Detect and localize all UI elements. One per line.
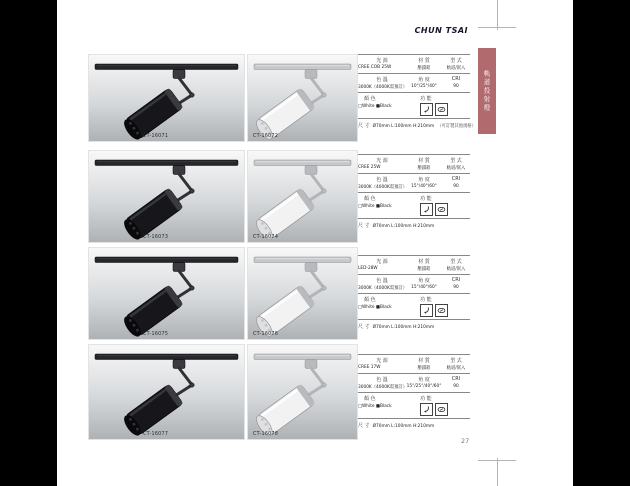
- category-side-tab-label: 軌道投射燈: [482, 69, 491, 113]
- spec-block: [358, 52, 476, 129]
- category-side-tab: [478, 48, 496, 134]
- spec-color-value: □White ■Black: [358, 203, 392, 209]
- product-code: CT-16072: [253, 134, 279, 139]
- product-code: CT-16077: [143, 432, 169, 437]
- divider: [358, 255, 470, 256]
- spec-angle-value: 15°/25°/40°/60°: [406, 384, 442, 389]
- rotation-icon: [420, 403, 433, 416]
- spec-block: [358, 253, 470, 330]
- spec-header-size: 尺 寸: [358, 324, 370, 330]
- divider: [358, 92, 470, 93]
- spec-header-material: 材 質: [418, 158, 430, 164]
- beam-angle-icon: [435, 203, 448, 216]
- spec-angle-value: 15°/40°/60°: [411, 285, 437, 290]
- spec-size-value: Ø70mm L:100mm H:210mm: [372, 224, 435, 229]
- spec-size-value: Ø70mm L:100mm H:210mm: [372, 124, 435, 129]
- spec-cct-value: 3000K（4000K需預訂）: [358, 286, 407, 291]
- spec-header-size: 尺 寸: [358, 223, 370, 229]
- spec-header-light: 光 源: [376, 158, 388, 164]
- track-spotlight-white: [248, 151, 357, 246]
- spec-size-value: Ø70mm L:100mm H:210mm: [372, 325, 435, 330]
- spec-header-angle: 角 度: [418, 278, 430, 284]
- spec-angle-value: 10°/25°/40°: [411, 84, 437, 89]
- spec-light-value: CREE COB 25W: [358, 65, 392, 70]
- spec-angle-value: 15°/40°/60°: [411, 184, 437, 189]
- spec-header-material: 材 質: [418, 358, 430, 364]
- spec-header-type: 型 式: [450, 58, 462, 64]
- beam-angle-icon: [435, 103, 448, 116]
- spec-material-value: 壓鑄鋁: [417, 66, 431, 71]
- divider: [358, 173, 470, 174]
- crop-mark: [478, 460, 516, 461]
- spec-material-value: 壓鑄鋁: [417, 366, 431, 371]
- spec-header-color: 顏 色: [364, 396, 376, 402]
- spec-header-size: 尺 寸: [358, 123, 370, 129]
- product-code: CT-16073: [143, 235, 169, 240]
- track-spotlight-black: [89, 151, 244, 246]
- spec-header-light: 光 源: [376, 58, 388, 64]
- spec-type-value: 軌道/嵌入: [446, 166, 466, 171]
- product-code: CT-16076: [253, 332, 279, 337]
- product-photo-panel: [88, 344, 245, 440]
- product-photo-panel: [247, 54, 358, 142]
- spec-header-angle: 角 度: [418, 77, 430, 83]
- product-code: CT-16071: [143, 134, 169, 139]
- divider: [358, 293, 470, 294]
- catalog-page: [57, 0, 573, 486]
- spec-color-value: □White ■Black: [358, 403, 392, 409]
- spec-header-type: 型 式: [450, 358, 462, 364]
- spec-block: [358, 152, 470, 229]
- spec-header-angle: 角 度: [418, 377, 430, 383]
- spec-block: [358, 352, 470, 429]
- spec-material-value: 壓鑄鋁: [417, 267, 431, 272]
- crop-mark: [497, 0, 498, 30]
- track-spotlight-white: [248, 345, 357, 443]
- spec-cri-value: 90: [453, 184, 459, 189]
- spec-header-angle: 角 度: [418, 177, 430, 183]
- spec-header-light: 光 源: [376, 358, 388, 364]
- product-code: CT-16075: [143, 332, 169, 337]
- spec-header-material: 材 質: [418, 58, 430, 64]
- spec-cct-value: 3000K（4000K需預訂）: [358, 85, 407, 90]
- rotation-icon: [420, 103, 433, 116]
- divider: [358, 54, 470, 55]
- divider: [358, 218, 470, 219]
- spec-header-type: 型 式: [450, 158, 462, 164]
- spec-header-light: 光 源: [376, 259, 388, 265]
- spec-header-type: 型 式: [450, 259, 462, 265]
- spec-header-cri: CRI: [451, 176, 461, 182]
- spec-header-size: 尺 寸: [358, 423, 370, 429]
- spec-header-function: 功 能: [420, 196, 432, 202]
- spec-type-value: 軌道/嵌入: [446, 366, 466, 371]
- product-photo-panel: [88, 247, 245, 340]
- product-photo-panel: [88, 150, 245, 243]
- product-code: CT-16078: [253, 432, 279, 437]
- spec-header-function: 功 能: [420, 96, 432, 102]
- track-spotlight-white: [248, 248, 357, 343]
- spec-size-value: Ø70mm L:100mm H:210mm: [372, 424, 435, 429]
- product-photo-panel: [247, 247, 358, 340]
- divider: [358, 319, 470, 320]
- spec-header-cct: 色 溫: [376, 77, 388, 83]
- spec-cri-value: 90: [453, 285, 459, 290]
- spec-header-function: 功 能: [420, 297, 432, 303]
- track-spotlight-black: [89, 345, 244, 443]
- spec-color-value: □White ■Black: [358, 103, 392, 109]
- crop-mark: [478, 27, 516, 28]
- spec-header-cct: 色 溫: [376, 177, 388, 183]
- spec-header-cct: 色 溫: [376, 278, 388, 284]
- product-photo-panel: [247, 344, 358, 440]
- beam-angle-icon: [435, 403, 448, 416]
- divider: [358, 392, 470, 393]
- spec-cri-value: 90: [453, 384, 459, 389]
- spec-header-color: 顏 色: [364, 196, 376, 202]
- spec-header-cri: CRI: [451, 277, 461, 283]
- spec-color-value: □White ■Black: [358, 304, 392, 310]
- track-spotlight-black: [89, 55, 244, 145]
- divider: [358, 354, 470, 355]
- spec-cct-value: 3000K（4000K需預訂）: [358, 185, 407, 190]
- track-spotlight-white: [248, 55, 357, 145]
- spec-material-value: 壓鑄鋁: [417, 166, 431, 171]
- page-number: 27: [461, 437, 470, 445]
- rotation-icon: [420, 304, 433, 317]
- spec-header-material: 材 質: [418, 259, 430, 265]
- brand-logo: CHUN TSAI: [414, 26, 468, 35]
- spec-size-note: （可訂製其他規格）: [437, 124, 476, 129]
- crop-mark: [497, 458, 498, 486]
- divider: [358, 118, 470, 119]
- divider: [358, 154, 470, 155]
- spec-cri-value: 90: [453, 84, 459, 89]
- divider: [358, 274, 470, 275]
- spec-light-value: LED-28W: [358, 266, 378, 271]
- spec-cct-value: 3000K（4000K需預訂）: [358, 385, 407, 390]
- product-code: CT-16074: [253, 235, 279, 240]
- track-spotlight-black: [89, 248, 244, 343]
- spec-light-value: CREE 17W: [358, 365, 381, 370]
- divider: [358, 73, 470, 74]
- product-photo-panel: [88, 54, 245, 142]
- spec-header-cri: CRI: [451, 76, 461, 82]
- spec-header-function: 功 能: [420, 396, 432, 402]
- spec-type-value: 軌道/嵌入: [446, 66, 466, 71]
- spec-header-cct: 色 溫: [376, 377, 388, 383]
- spec-header-cri: CRI: [451, 376, 461, 382]
- divider: [358, 373, 470, 374]
- spec-type-value: 軌道/嵌入: [446, 267, 466, 272]
- product-photo-panel: [247, 150, 358, 243]
- divider: [358, 418, 470, 419]
- divider: [358, 192, 470, 193]
- spec-header-color: 顏 色: [364, 96, 376, 102]
- rotation-icon: [420, 203, 433, 216]
- beam-angle-icon: [435, 304, 448, 317]
- spec-header-color: 顏 色: [364, 297, 376, 303]
- spec-light-value: CREE 25W: [358, 165, 381, 170]
